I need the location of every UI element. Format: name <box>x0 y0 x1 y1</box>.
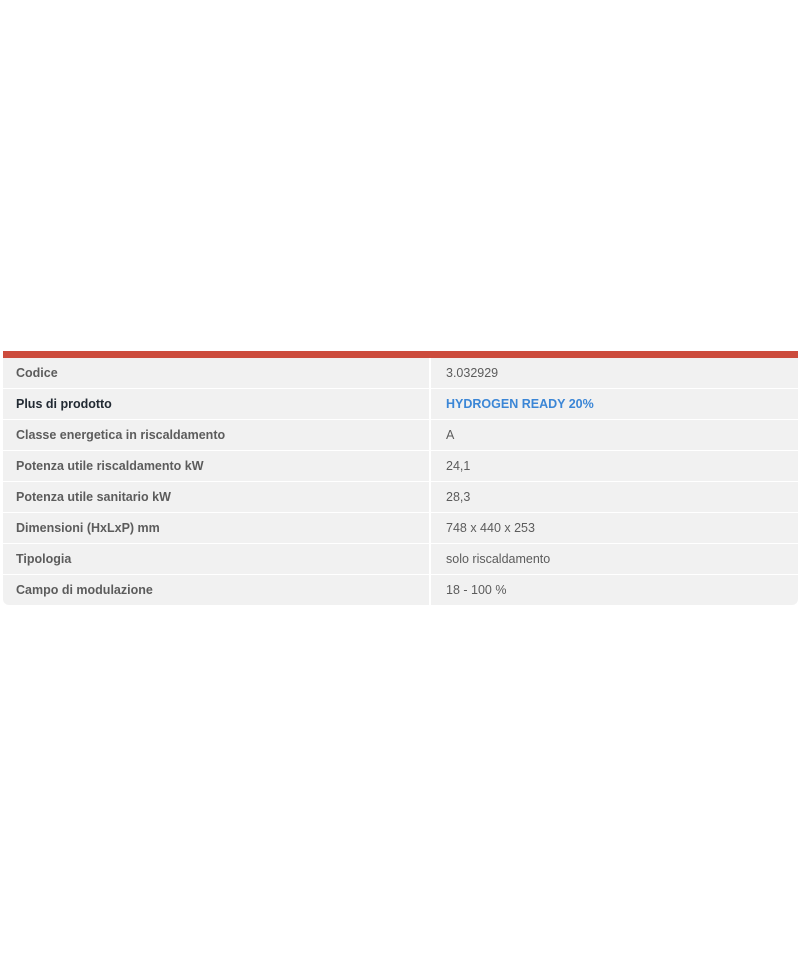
spec-label: Plus di prodotto <box>3 389 431 419</box>
spec-value: 18 - 100 % <box>446 583 507 597</box>
spec-label: Campo di modulazione <box>3 575 431 605</box>
spec-label: Potenza utile sanitario kW <box>3 482 431 512</box>
spec-value: 3.032929 <box>446 366 499 380</box>
spec-row-potenza-riscaldamento <box>3 451 798 482</box>
spec-row-campo-modulazione <box>3 575 798 605</box>
spec-value-highlight: HYDROGEN READY 20% <box>446 397 594 411</box>
spec-row-dimensioni <box>3 513 798 544</box>
spec-row-codice <box>3 358 798 389</box>
spec-label: Dimensioni (HxLxP) mm <box>3 513 431 543</box>
spec-row-tipologia <box>3 544 798 575</box>
spec-value: solo riscaldamento <box>446 552 551 566</box>
spec-value: 748 x 440 x 253 <box>446 521 535 535</box>
spec-row-classe-energetica <box>3 420 798 451</box>
spec-label: Classe energetica in riscaldamento <box>3 420 431 450</box>
spec-value: 24,1 <box>446 459 471 473</box>
spec-label: Tipologia <box>3 544 431 574</box>
spec-label: Potenza utile riscaldamento kW <box>3 451 431 481</box>
product-spec-table <box>3 351 798 605</box>
spec-row-plus-di-prodotto <box>3 389 798 420</box>
spec-row-potenza-sanitario <box>3 482 798 513</box>
spec-label: Codice <box>3 358 431 388</box>
spec-value: 28,3 <box>446 490 471 504</box>
spec-value: A <box>446 428 455 442</box>
